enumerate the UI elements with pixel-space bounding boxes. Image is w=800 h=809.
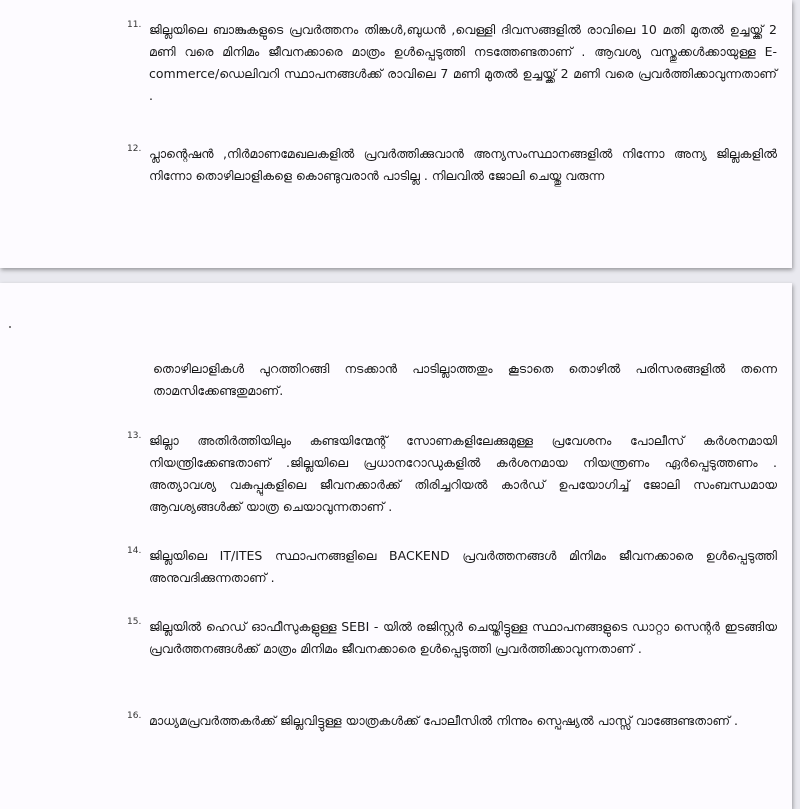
- document-page-2: [0, 283, 792, 809]
- item-number: 16.: [127, 711, 142, 721]
- item-text: പ്ലാന്റെഷൻ ,നിർമാണമേഖലകളിൽ പ്രവർത്തിക്കുവാൻ അന്യസംസ്ഥാനങ്ങളിൽ നിന്നോ അന്യ ജില്ലകളിൽ നിന്നോ തൊഴിലാളികളെ കൊണ്ടുവരാൻ പാടില്ല . നിലവിൽ ജോലി ചെയ്തു വരുന്ന: [149, 146, 777, 183]
- item-number: 13.: [127, 431, 142, 441]
- item-number: 14.: [127, 546, 142, 556]
- continuation-paragraph: [153, 358, 777, 402]
- list-item-12: [127, 143, 777, 187]
- scan-speck: [9, 326, 11, 328]
- item-text: ജില്ലാ അതിർത്തിയിലും കണ്ടയിന്മേന്റ് സോണകളിലേക്കുമുള്ള പ്രവേശനം പോലീസ് കർശനമായി നിയന്ത്രിക്കേണ്ടതാണ് .ജില്ലയിലെ പ്രധാനറോഡുകളിൽ കർശനമായ നിയന്ത്രണം ഏർപ്പെടുത്തണം . അത്യാവശ്യ വകുപ്പുകളിലെ ജീവനക്കാർക്ക് തിരിച്ചറിയൽ കാർഡ് ഉപയോഗിച്ച് ജോലി സംബന്ധമായ ആവശ്യങ്ങൾക്ക് യാത്ര ചെയാവുന്നതാണ് .: [149, 433, 777, 514]
- document-page-1: [0, 0, 792, 268]
- item-number: 15.: [127, 617, 142, 627]
- continuation-text: തൊഴിലാളികൾ പുറത്തിറങ്ങി നടക്കാൻ പാടില്ലാത്തതും കൂടാതെ തൊഴിൽ പരിസരങ്ങളിൽ തന്നെ താമസിക്കേണ്ടതുമാണ്.: [153, 361, 777, 398]
- item-text: മാധ്യമപ്രവർത്തകർക്ക് ജില്ലവിട്ടുള്ള യാത്രകൾക്ക് പോലീസിൽ നിന്നും സ്പെഷ്യൽ പാസ്സ് വാങ്ങേണ്ടതാണ് .: [149, 713, 738, 728]
- list-item-15: [127, 616, 777, 660]
- item-number: 11.: [127, 20, 142, 30]
- list-item-13: [127, 430, 777, 518]
- item-text: ജില്ലയിലെ ബാങ്കുകളുടെ പ്രവർത്തനം തിങ്കൾ,ബുധൻ ,വെള്ളി ദിവസങ്ങളിൽ രാവിലെ 10 മതി മുതൽ ഉച്ചയ്ക്ക് 2 മണി വരെ മിനിമം ജീവനക്കാരെ മാത്രം ഉൾപ്പെടുത്തി നടത്തേണ്ടതാണ് . ആവശ്യ വസ്തുക്കൾക്കായുള്ള E-commerce/ഡെലിവറി സ്ഥാപനങ്ങൾക്ക് രാവിലെ 7 മണി മുതൽ ഉച്ചയ്ക്ക് 2 മണി വരെ പ്രവർത്തിക്കാവുന്നതാണ് .: [149, 22, 777, 103]
- list-item-11: [127, 19, 777, 107]
- list-item-14: [127, 545, 777, 589]
- list-item-16: [127, 710, 777, 732]
- item-text: ജില്ലയിൽ ഹെഡ് ഓഫീസുകളുള്ള SEBI - യിൽ രജിസ്റ്റർ ചെയ്തിട്ടുള്ള സ്ഥാപനങ്ങളുടെ ഡാറ്റാ സെന്റർ ഇടങ്ങിയ പ്രവർത്തനങ്ങൾക്ക് മാത്രം മിനിമം ജീവനക്കാരെ ഉൾപ്പെടുത്തി പ്രവർത്തിക്കാവുന്നതാണ് .: [149, 619, 777, 656]
- item-number: 12.: [127, 144, 142, 154]
- item-text: ജില്ലയിലെ IT/ITES സ്ഥാപനങ്ങളിലെ BACKEND പ്രവർത്തനങ്ങൾ മിനിമം ജീവനക്കാരെ ഉൾപ്പെടുത്തി അനുവദിക്കുന്നതാണ് .: [149, 548, 777, 585]
